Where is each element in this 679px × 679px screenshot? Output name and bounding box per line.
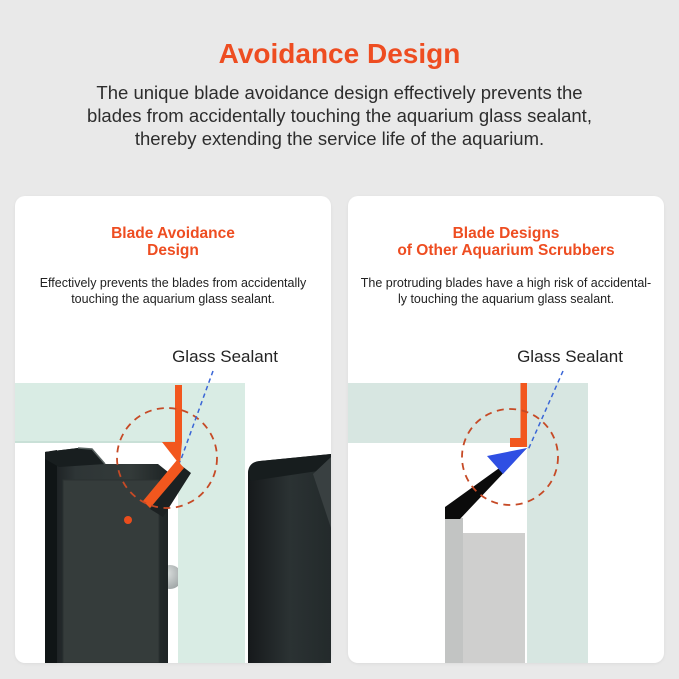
left-panel-desc-line: Effectively prevents the blades from accidentally (39, 276, 307, 290)
right-panel-desc-line: The protruding blades have a high risk of accidental- (360, 276, 652, 290)
glass-side-panel (527, 383, 588, 663)
scrubber-body-edge (45, 450, 57, 663)
glass-sealant-label: Glass Sealant (172, 347, 278, 366)
right-panel-title-line: of Other Aquarium Scrubbers (397, 242, 615, 259)
glass-sealant-label: Glass Sealant (517, 347, 623, 366)
glass-side-panel (178, 383, 245, 663)
indicator-dot (124, 516, 132, 524)
page-subtitle (0, 81, 679, 150)
scrubber-body-gray (463, 533, 525, 663)
right-panel-desc-line: ly touching the aquarium glass sealant. (397, 291, 615, 306)
blade-tip-blue (487, 448, 527, 474)
scrubber-body-gray-edge (445, 518, 463, 663)
subtitle-line: The unique blade avoidance design effectively prevents the (96, 82, 583, 103)
left-diagram (15, 196, 331, 663)
scrubber-pad-face (63, 480, 159, 663)
sealant-tip (162, 442, 182, 465)
subtitle-line: thereby extending the service life of the aquarium. (134, 128, 545, 149)
sealant-bead (521, 383, 528, 447)
right-diagram (348, 196, 664, 663)
left-panel-title-line: Design (147, 242, 199, 259)
sealant-bead (175, 385, 182, 442)
sealant-foot (510, 438, 527, 447)
header (0, 0, 679, 150)
left-panel-blade-avoidance (15, 196, 331, 663)
right-panel-other-scrubbers (348, 196, 664, 663)
left-panel-desc-line: touching the aquarium glass sealant. (71, 291, 275, 306)
page-title: Avoidance Design (218, 38, 461, 69)
left-panel-title-line: Blade Avoidance (111, 225, 235, 242)
subtitle-line: blades from accidentally touching the aquarium glass sealant, (87, 105, 592, 126)
right-panel-title-line: Blade Designs (452, 225, 560, 242)
